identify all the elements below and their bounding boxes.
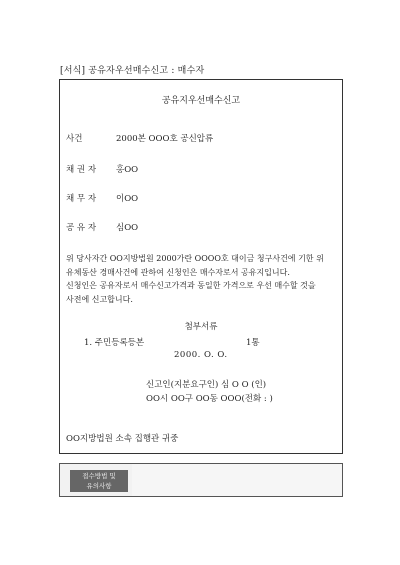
declaration-body: 위 당사자간 OO지방법원 2000가란 OOOO호 대이금 청구사건에 기한 위 유체동산 경매사건에 관하여 신청인은 매수자로서 공유지입니다. 신청인은 공유자로서 매수신고가격과 동일한 가격으로 우선 매수할 것을 사전에 신고합니다. <box>66 254 324 304</box>
creditor-field <box>66 163 138 175</box>
recipient-line: OO지방법원 소속 집행관 귀중 <box>66 434 179 444</box>
case-field <box>66 132 213 144</box>
co-owner-field <box>66 221 138 233</box>
notes-box <box>59 463 343 497</box>
co-owner-value: 심OO <box>116 223 139 233</box>
notes-label <box>70 470 128 492</box>
notes-label-line2: 유의사항 <box>86 482 112 490</box>
applicant-line: 신고인(지분요구인) 심 O O (인) <box>146 380 267 390</box>
creditor-value: 홍OO <box>116 165 139 175</box>
case-value: 2000본 OOO호 공신압류 <box>116 134 214 144</box>
notes-content-area <box>132 464 342 496</box>
co-owner-label: 공 유 자 <box>66 223 97 233</box>
notes-label-line1: 접수방법 및 <box>82 472 116 480</box>
address-line: OO시 OO구 OO동 OOO(전화 : ) <box>146 394 273 404</box>
attachments-title: 첨부서류 <box>184 322 218 332</box>
debtor-value: 이OO <box>116 194 139 204</box>
form-document <box>59 79 343 454</box>
debtor-field <box>66 192 138 204</box>
case-label: 사건 <box>66 134 83 144</box>
attachment-item: 1. 주민등록등본 <box>84 338 145 348</box>
document-title: 공유지우선매수신고 <box>161 96 241 106</box>
filing-date: 2000. O. O. <box>174 350 228 360</box>
creditor-label: 채 권 자 <box>66 165 97 175</box>
form-header-caption: [서식] 공유자우선매수신고 : 매수자 <box>60 66 205 76</box>
attachment-count: 1통 <box>246 338 260 348</box>
debtor-label: 채 무 자 <box>66 194 97 204</box>
